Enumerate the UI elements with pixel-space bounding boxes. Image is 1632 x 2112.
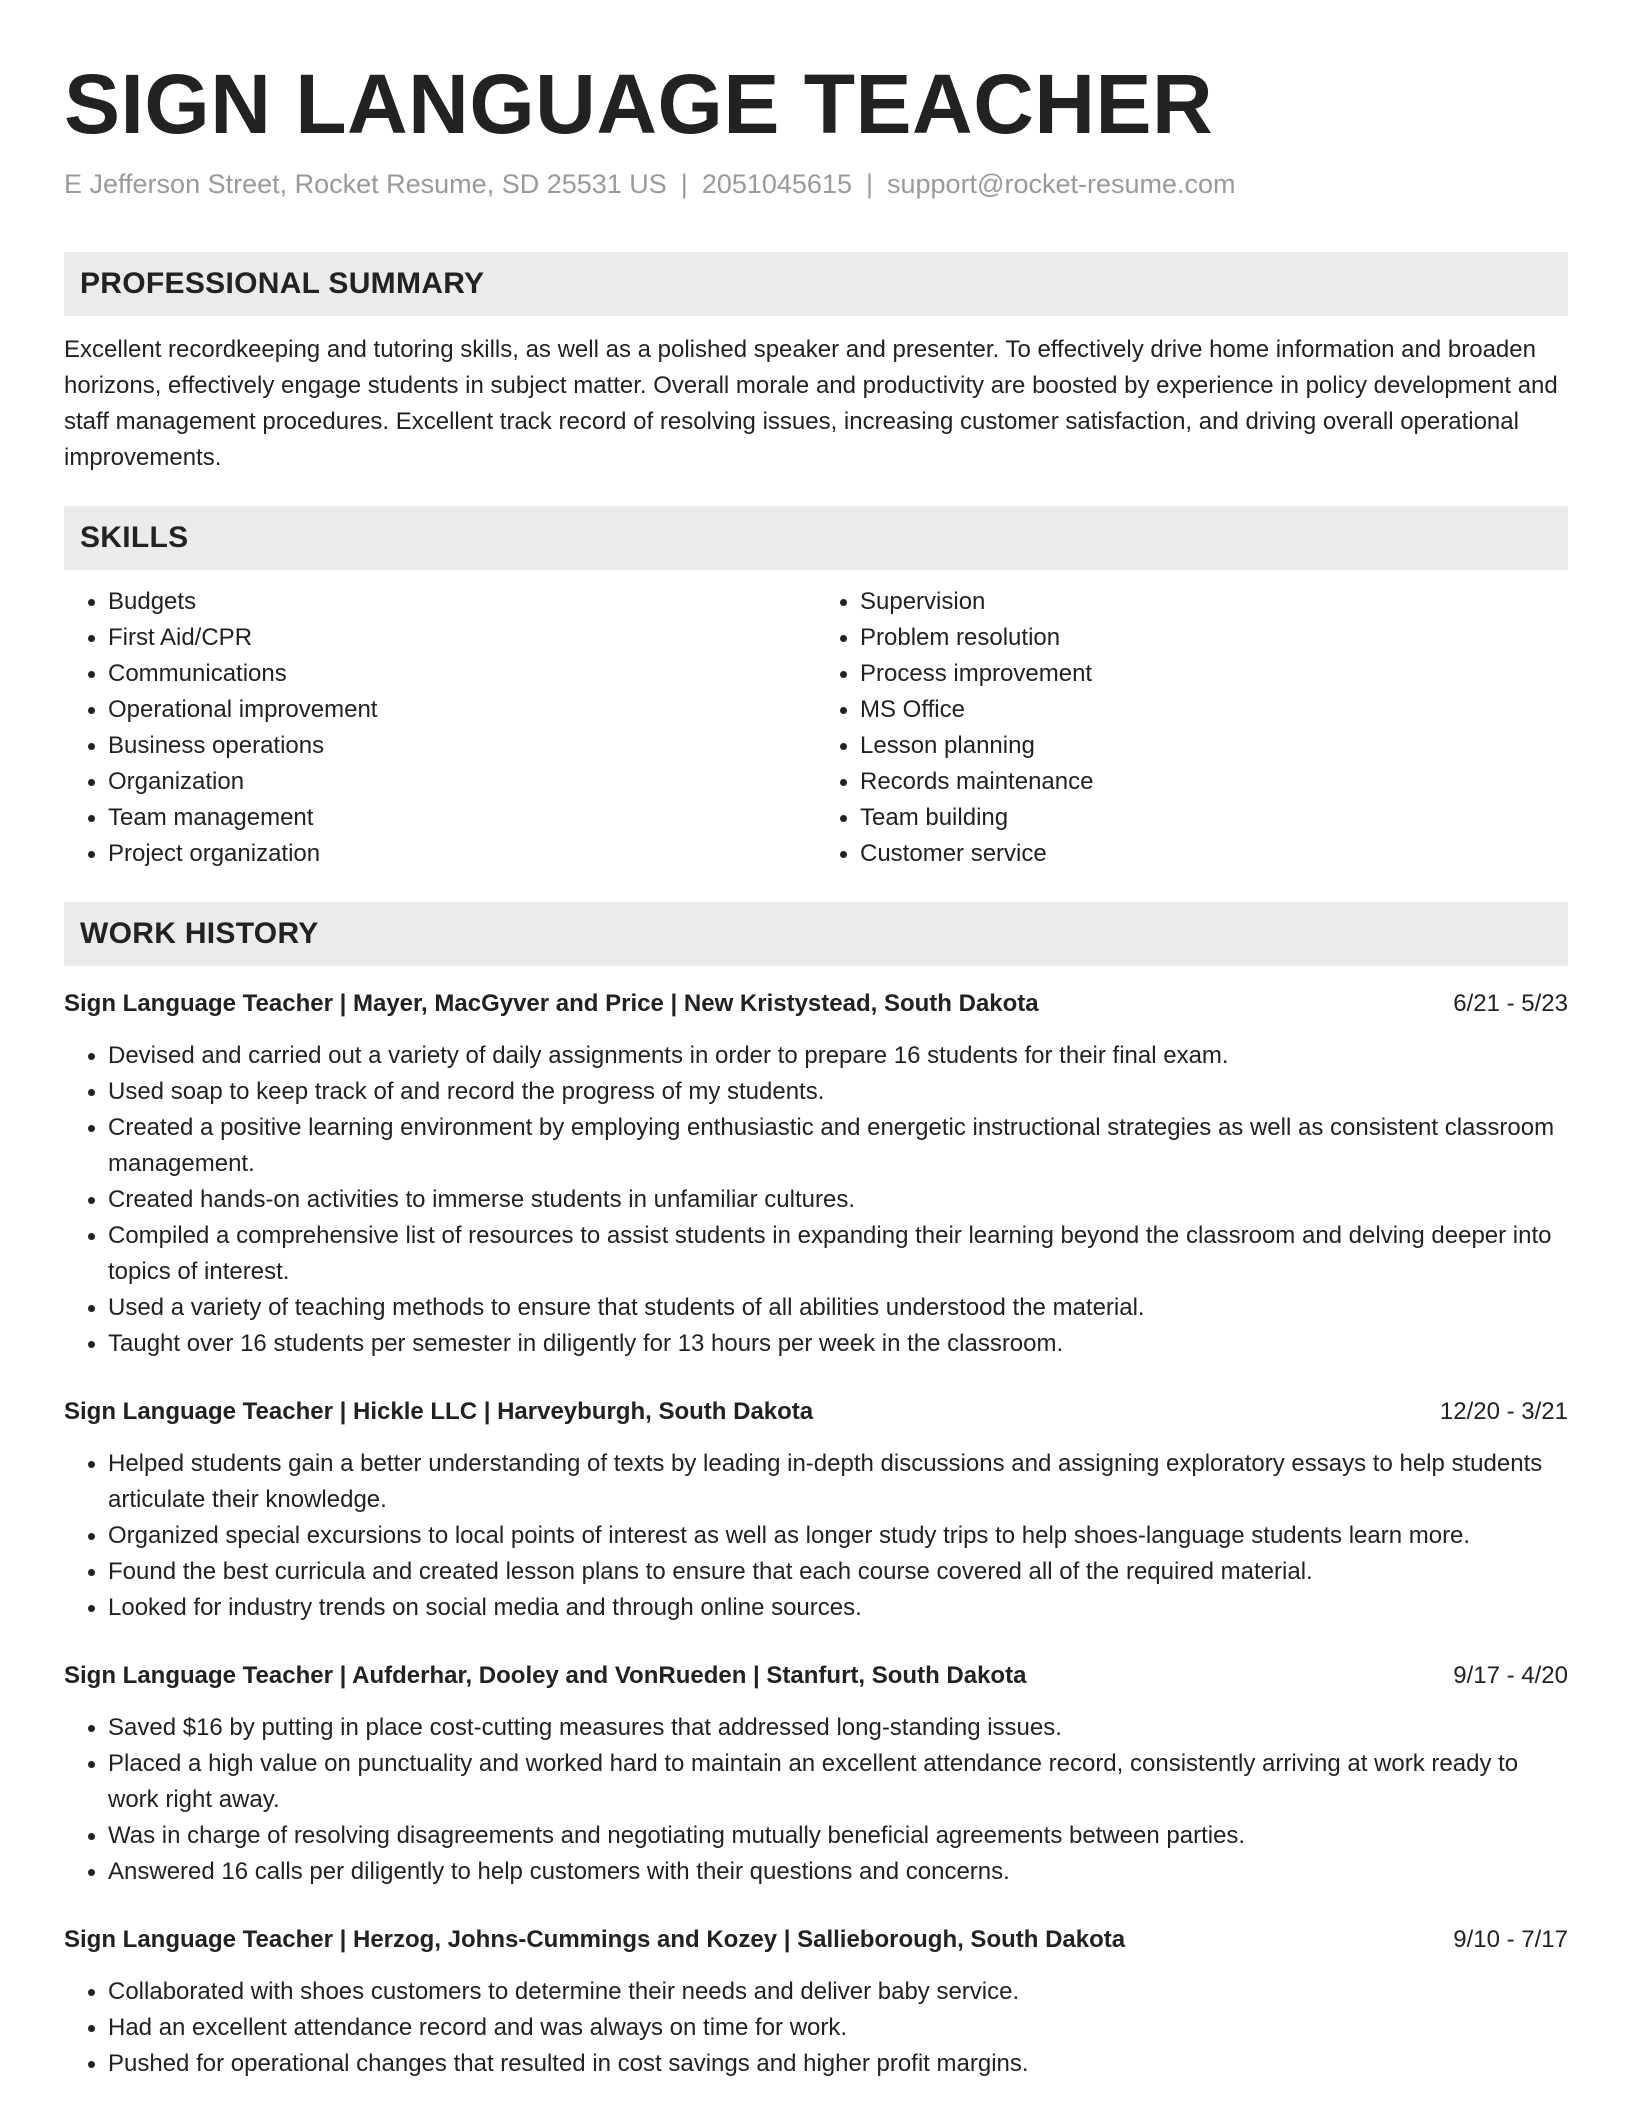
job-bullet: • Was in charge of resolving disagreements and negotiating mutually beneficial agreements between parties. bbox=[108, 1818, 1568, 1854]
job-title: Sign Language Teacher | Hickle LLC | Harveyburgh, South Dakota bbox=[64, 1398, 814, 1425]
job-bullet: • Used a variety of teaching methods to ensure that students of all abilities understood the material. bbox=[108, 1290, 1568, 1326]
contact-separator: | bbox=[865, 169, 873, 199]
job-dates: 9/17 - 4/20 bbox=[1453, 1662, 1568, 1689]
job-bullet: • Answered 16 calls per diligently to help customers with their questions and concerns. bbox=[108, 1854, 1568, 1890]
skill-item: • First Aid/CPR bbox=[108, 620, 816, 656]
contact-phone: 2051045615 bbox=[701, 169, 852, 199]
section-header-skills: SKILLS bbox=[64, 506, 1568, 570]
job-title: Sign Language Teacher | Mayer, MacGyver and Price | New Kristystead, South Dakota bbox=[64, 990, 1039, 1017]
job-bullet-list bbox=[64, 1710, 1568, 1890]
job-bullet: • Created hands-on activities to immerse students in unfamiliar cultures. bbox=[108, 1182, 1568, 1218]
skill-item: • Team building bbox=[860, 800, 1568, 836]
job-bullet: • Taught over 16 students per semester in diligently for 13 hours per week in the classroom. bbox=[108, 1326, 1568, 1362]
skills-list bbox=[64, 584, 1568, 872]
job-header bbox=[64, 1922, 1568, 1958]
job-dates: 12/20 - 3/21 bbox=[1439, 1398, 1568, 1425]
skill-item: • Lesson planning bbox=[860, 728, 1568, 764]
job-bullet: • Helped students gain a better understanding of texts by leading in-depth discussions and assigning exploratory essays to help students articulate their knowledge. bbox=[108, 1446, 1568, 1518]
job-bullet: • Organized special excursions to local points of interest as well as longer study trips to help shoes-language students learn more. bbox=[108, 1518, 1568, 1554]
skill-item: • Operational improvement bbox=[108, 692, 816, 728]
skill-item: • Process improvement bbox=[860, 656, 1568, 692]
skill-item: • Records maintenance bbox=[860, 764, 1568, 800]
job-bullet-list bbox=[64, 1974, 1568, 2082]
job-entry bbox=[64, 986, 1568, 1362]
job-bullet: • Found the best curricula and created lesson plans to ensure that each course covered all of the required material. bbox=[108, 1554, 1568, 1590]
skill-item: • Team management bbox=[108, 800, 816, 836]
job-bullet: • Created a positive learning environment by employing enthusiastic and energetic instructional strategies as well as consistent classroom management. bbox=[108, 1110, 1568, 1182]
section-header-summary: PROFESSIONAL SUMMARY bbox=[64, 252, 1568, 316]
contact-separator: | bbox=[680, 169, 688, 199]
job-bullet: • Had an excellent attendance record and was always on time for work. bbox=[108, 2010, 1568, 2046]
work-history-list bbox=[64, 986, 1568, 2082]
job-header bbox=[64, 986, 1568, 1022]
job-bullet: • Saved $16 by putting in place cost-cutting measures that addressed long-standing issues. bbox=[108, 1710, 1568, 1746]
resume-title: SIGN LANGUAGE TEACHER bbox=[64, 57, 1214, 151]
section-header-work-history: WORK HISTORY bbox=[64, 902, 1568, 966]
skill-item: • Organization bbox=[108, 764, 816, 800]
job-entry bbox=[64, 1394, 1568, 1626]
job-bullet: • Devised and carried out a variety of daily assignments in order to prepare 16 students for their final exam. bbox=[108, 1038, 1568, 1074]
job-dates: 9/10 - 7/17 bbox=[1453, 1926, 1568, 1953]
contact-email: support@rocket-resume.com bbox=[887, 169, 1236, 199]
job-header bbox=[64, 1394, 1568, 1430]
skills-column-left bbox=[64, 584, 816, 872]
job-bullet: • Used soap to keep track of and record the progress of my students. bbox=[108, 1074, 1568, 1110]
job-bullet-list bbox=[64, 1446, 1568, 1626]
contact-address: E Jefferson Street, Rocket Resume, SD 25531 US bbox=[64, 169, 667, 199]
skill-item: • Project organization bbox=[108, 836, 816, 872]
job-entry bbox=[64, 1658, 1568, 1890]
job-title: Sign Language Teacher | Aufderhar, Dooley and VonRueden | Stanfurt, South Dakota bbox=[64, 1662, 1027, 1689]
skill-item: • Supervision bbox=[860, 584, 1568, 620]
job-bullet: • Placed a high value on punctuality and worked hard to maintain an excellent attendance record, consistently arriving at work ready to work right away. bbox=[108, 1746, 1568, 1818]
job-bullet-list bbox=[64, 1038, 1568, 1362]
skill-item: • Business operations bbox=[108, 728, 816, 764]
contact-line bbox=[64, 166, 1568, 202]
skills-column-right bbox=[816, 584, 1568, 872]
job-bullet: • Pushed for operational changes that resulted in cost savings and higher profit margins. bbox=[108, 2046, 1568, 2082]
summary-text: Excellent recordkeeping and tutoring skills, as well as a polished speaker and presenter. To effectively drive home information and broaden horizons, effectively engage students in subject matter. Overall morale and productivity are boosted by experience in policy development and staff management procedures. Excellent track record of resolving issues, increasing customer satisfaction, and driving overall operational improvements. bbox=[64, 336, 1558, 471]
job-header bbox=[64, 1658, 1568, 1694]
job-bullet: • Looked for industry trends on social media and through online sources. bbox=[108, 1590, 1568, 1626]
skill-item: • Communications bbox=[108, 656, 816, 692]
job-entry bbox=[64, 1922, 1568, 2082]
job-dates: 6/21 - 5/23 bbox=[1453, 990, 1568, 1017]
job-bullet: • Collaborated with shoes customers to determine their needs and deliver baby service. bbox=[108, 1974, 1568, 2010]
skill-item: • Customer service bbox=[860, 836, 1568, 872]
skill-item: • MS Office bbox=[860, 692, 1568, 728]
skill-item: • Problem resolution bbox=[860, 620, 1568, 656]
job-bullet: • Compiled a comprehensive list of resources to assist students in expanding their learning beyond the classroom and delving deeper into topics of interest. bbox=[108, 1218, 1568, 1290]
job-title: Sign Language Teacher | Herzog, Johns-Cummings and Kozey | Sallieborough, South Dakota bbox=[64, 1926, 1126, 1953]
skill-item: • Budgets bbox=[108, 584, 816, 620]
